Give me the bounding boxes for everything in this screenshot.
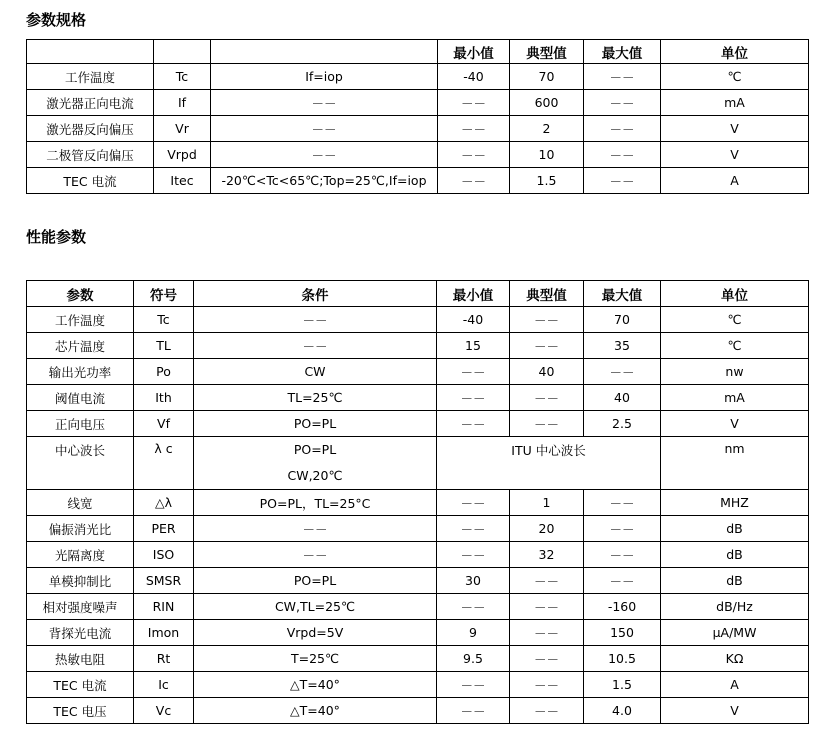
condition-cell: PO=PL [194, 411, 437, 437]
table-row [27, 168, 809, 194]
table-row [27, 672, 809, 698]
min-cell: 30 [437, 568, 510, 594]
param-cell: 阈值电流 [27, 385, 134, 411]
symbol-cell: ISO [134, 542, 194, 568]
param-cell: 光隔离度 [27, 542, 134, 568]
param-cell: 中心波长 [27, 437, 134, 490]
typ-cell: －－ [510, 672, 584, 698]
param-cell: 工作温度 [27, 64, 154, 90]
symbol-cell: Vc [134, 698, 194, 724]
min-cell: －－ [437, 359, 510, 385]
max-cell: －－ [584, 64, 661, 90]
min-cell: －－ [438, 168, 510, 194]
header-condition: 条件 [194, 281, 437, 307]
symbol-cell: Rt [134, 646, 194, 672]
unit-cell: nm [661, 437, 809, 490]
table-row [27, 646, 809, 672]
max-cell: －－ [584, 516, 661, 542]
unit-cell: V [661, 698, 809, 724]
unit-cell: dB/Hz [661, 594, 809, 620]
param-cell: 相对强度噪声 [27, 594, 134, 620]
max-cell: －－ [584, 168, 661, 194]
condition-cell: If=iop [211, 64, 438, 90]
symbol-cell: Vr [154, 116, 211, 142]
symbol-cell: Vrpd [154, 142, 211, 168]
perf-table [26, 280, 809, 724]
typ-cell: －－ [510, 698, 584, 724]
table-row [27, 620, 809, 646]
min-cell: －－ [438, 90, 510, 116]
min-cell: 9.5 [437, 646, 510, 672]
condition-cell: -20℃<Tc<65℃;Top=25℃,If=iop [211, 168, 438, 194]
unit-cell: A [661, 672, 809, 698]
symbol-cell: △λ [134, 490, 194, 516]
max-cell: 70 [584, 307, 661, 333]
spec-header-cell [154, 40, 211, 64]
param-cell: 工作温度 [27, 307, 134, 333]
param-cell: 激光器正向电流 [27, 90, 154, 116]
max-cell: 150 [584, 620, 661, 646]
param-cell: 热敏电阻 [27, 646, 134, 672]
symbol-cell: λ c [134, 437, 194, 490]
param-cell: 偏振消光比 [27, 516, 134, 542]
max-cell: －－ [584, 116, 661, 142]
max-cell: －－ [584, 142, 661, 168]
header-param: 参数 [27, 281, 134, 307]
typ-cell: 70 [510, 64, 584, 90]
condition-cell: PO=PL [194, 568, 437, 594]
condition-cell: －－ [211, 142, 438, 168]
table-row [27, 90, 809, 116]
perf-section-title: 性能参数 [26, 228, 87, 246]
spec-header-unit: 单位 [661, 40, 809, 64]
table-row [27, 64, 809, 90]
header-symbol: 符号 [134, 281, 194, 307]
min-cell: －－ [437, 698, 510, 724]
symbol-cell: Tc [154, 64, 211, 90]
param-cell: 正向电压 [27, 411, 134, 437]
symbol-cell: Imon [134, 620, 194, 646]
max-cell: －－ [584, 542, 661, 568]
condition-line-2: CW,20℃ [287, 468, 343, 483]
unit-cell: mA [661, 90, 809, 116]
spec-header-cell [211, 40, 438, 64]
typ-cell: －－ [510, 594, 584, 620]
max-cell: －－ [584, 359, 661, 385]
min-cell: -40 [437, 307, 510, 333]
typ-cell: －－ [510, 568, 584, 594]
typ-cell: 1.5 [510, 168, 584, 194]
param-cell: 线宽 [27, 490, 134, 516]
typ-cell: －－ [510, 307, 584, 333]
condition-cell: CW,TL=25℃ [194, 594, 437, 620]
condition-cell: PO=PL，TL=25°C [194, 490, 437, 516]
unit-cell: V [661, 116, 809, 142]
spec-table [26, 39, 809, 194]
unit-cell: ℃ [661, 307, 809, 333]
condition-cell: △T=40° [194, 672, 437, 698]
condition-cell: TL=25℃ [194, 385, 437, 411]
min-cell: －－ [437, 672, 510, 698]
spec-header-min: 最小值 [438, 40, 510, 64]
min-cell: 9 [437, 620, 510, 646]
unit-cell: V [661, 142, 809, 168]
merged-value-cell: ITU 中心波长 [437, 437, 661, 490]
condition-cell: Vrpd=5V [194, 620, 437, 646]
symbol-cell: Po [134, 359, 194, 385]
table-row [27, 542, 809, 568]
min-cell: －－ [437, 516, 510, 542]
unit-cell: dB [661, 542, 809, 568]
symbol-cell: PER [134, 516, 194, 542]
unit-cell: μA/MW [661, 620, 809, 646]
typ-cell: －－ [510, 411, 584, 437]
perf-header-row [27, 281, 809, 307]
condition-cell: －－ [194, 333, 437, 359]
unit-cell: V [661, 411, 809, 437]
symbol-cell: TL [134, 333, 194, 359]
table-row [27, 490, 809, 516]
condition-cell: －－ [194, 542, 437, 568]
typ-cell: －－ [510, 646, 584, 672]
table-row [27, 307, 809, 333]
max-cell: 10.5 [584, 646, 661, 672]
unit-cell: KΩ [661, 646, 809, 672]
header-typ: 典型值 [510, 281, 584, 307]
param-cell: 背探光电流 [27, 620, 134, 646]
max-cell: -160 [584, 594, 661, 620]
header-max: 最大值 [584, 281, 661, 307]
max-cell: －－ [584, 568, 661, 594]
typ-cell: 32 [510, 542, 584, 568]
min-cell: －－ [437, 385, 510, 411]
param-cell: TEC 电流 [27, 672, 134, 698]
table-row-wavelength [27, 437, 809, 490]
max-cell: 35 [584, 333, 661, 359]
typ-cell: －－ [510, 620, 584, 646]
table-row [27, 385, 809, 411]
table-row [27, 568, 809, 594]
condition-cell: CW [194, 359, 437, 385]
unit-cell: nw [661, 359, 809, 385]
symbol-cell: RIN [134, 594, 194, 620]
spec-header-cell [27, 40, 154, 64]
param-cell: 二极管反向偏压 [27, 142, 154, 168]
typ-cell: 600 [510, 90, 584, 116]
param-cell: 输出光功率 [27, 359, 134, 385]
max-cell: －－ [584, 490, 661, 516]
header-min: 最小值 [437, 281, 510, 307]
min-cell: －－ [437, 411, 510, 437]
condition-cell [194, 437, 437, 490]
typ-cell: 20 [510, 516, 584, 542]
typ-cell: 40 [510, 359, 584, 385]
condition-line-1: PO=PL [293, 442, 337, 457]
max-cell: 1.5 [584, 672, 661, 698]
unit-cell: dB [661, 568, 809, 594]
min-cell: －－ [437, 490, 510, 516]
condition-cell: －－ [194, 516, 437, 542]
table-row [27, 516, 809, 542]
condition-cell: △T=40° [194, 698, 437, 724]
table-row [27, 698, 809, 724]
table-row [27, 359, 809, 385]
min-cell: －－ [437, 542, 510, 568]
unit-cell: ℃ [661, 333, 809, 359]
condition-cell: T=25℃ [194, 646, 437, 672]
min-cell: -40 [438, 64, 510, 90]
param-cell: 芯片温度 [27, 333, 134, 359]
condition-cell: －－ [194, 307, 437, 333]
max-cell: －－ [584, 90, 661, 116]
min-cell: －－ [438, 116, 510, 142]
max-cell: 4.0 [584, 698, 661, 724]
typ-cell: 10 [510, 142, 584, 168]
symbol-cell: Tc [134, 307, 194, 333]
symbol-cell: Ith [134, 385, 194, 411]
typ-cell: －－ [510, 385, 584, 411]
spec-header-typ: 典型值 [510, 40, 584, 64]
unit-cell: dB [661, 516, 809, 542]
symbol-cell: Vf [134, 411, 194, 437]
symbol-cell: If [154, 90, 211, 116]
max-cell: 2.5 [584, 411, 661, 437]
param-cell: TEC 电压 [27, 698, 134, 724]
param-cell: 单模抑制比 [27, 568, 134, 594]
min-cell: 15 [437, 333, 510, 359]
spec-section-title: 参数规格 [26, 11, 87, 29]
unit-cell: A [661, 168, 809, 194]
condition-cell: －－ [211, 116, 438, 142]
table-row [27, 333, 809, 359]
unit-cell: MHZ [661, 490, 809, 516]
symbol-cell: Itec [154, 168, 211, 194]
spec-header-max: 最大值 [584, 40, 661, 64]
typ-cell: 1 [510, 490, 584, 516]
min-cell: －－ [437, 594, 510, 620]
table-row [27, 116, 809, 142]
unit-cell: ℃ [661, 64, 809, 90]
symbol-cell: SMSR [134, 568, 194, 594]
symbol-cell: Ic [134, 672, 194, 698]
table-row [27, 594, 809, 620]
min-cell: －－ [438, 142, 510, 168]
table-row [27, 411, 809, 437]
spec-header-row [27, 40, 809, 64]
param-cell: TEC 电流 [27, 168, 154, 194]
max-cell: 40 [584, 385, 661, 411]
typ-cell: 2 [510, 116, 584, 142]
unit-cell: mA [661, 385, 809, 411]
typ-cell: －－ [510, 333, 584, 359]
param-cell: 激光器反向偏压 [27, 116, 154, 142]
table-row [27, 142, 809, 168]
header-unit: 单位 [661, 281, 809, 307]
condition-cell: －－ [211, 90, 438, 116]
